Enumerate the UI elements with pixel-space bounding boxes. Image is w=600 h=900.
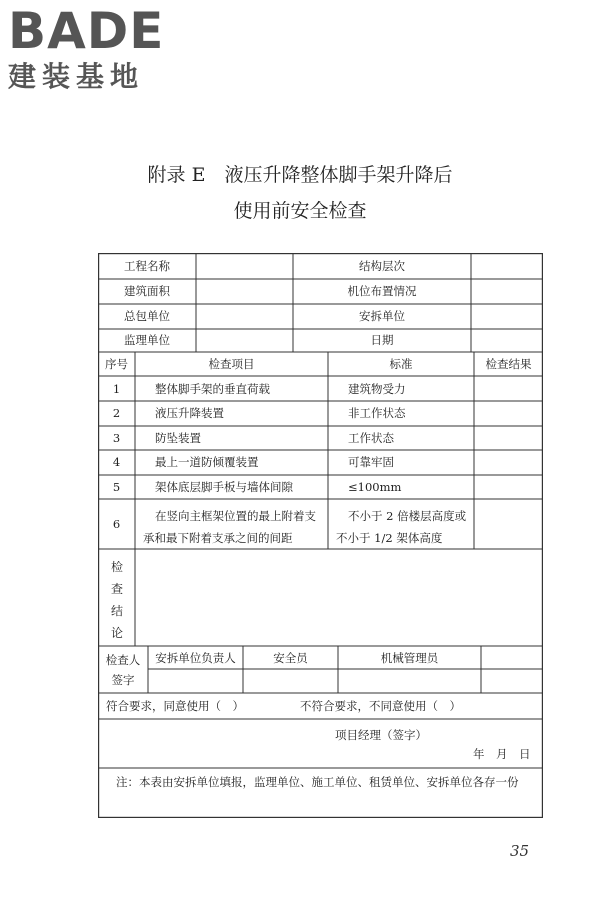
row-no: 6 [112,517,121,531]
approval-disagree: 不符合要求，不同意使用（ ） [300,699,461,713]
row-no: 4 [112,455,121,469]
col-no-header: 序号 [105,357,128,371]
page-subtitle: 使用前安全检查 [233,200,367,222]
logo-subtitle: 建装基地 [8,60,145,93]
footnote: 注：本表由安拆单位填报，监理单位、施工单位、租赁单位、安拆单位各存一份 [116,775,519,789]
label-structure-level: 结构层次 [359,259,405,273]
label-date: 日期 [370,333,394,347]
role-safety-officer: 安全员 [273,651,308,665]
row-item: 架体底层脚手板与墙体间隙 [155,480,293,494]
row-standard: 可靠牢固 [348,455,394,469]
col-result-header: 检查结果 [485,357,532,371]
row-no: 2 [112,406,121,420]
inspector-label: 检查人签字 [105,653,141,687]
page-title: 附录 E 液压升降整体脚手架升降后 [147,164,453,186]
row-item: 液压升降装置 [155,406,224,420]
page-number: 35 [510,842,530,860]
row-no: 1 [112,382,121,396]
row-item: 防坠装置 [155,431,201,445]
row-standard: ≤100mm [348,480,402,494]
label-supervisor: 监理单位 [124,333,170,347]
col-standard-header: 标准 [389,357,413,371]
label-machine-layout: 机位布置情况 [347,284,417,298]
row-standard: 非工作状态 [348,406,406,420]
manager-signature-label: 项目经理（签字） [335,728,427,742]
role-installer-lead: 安拆单位负责人 [155,651,236,665]
row-item: 在竖向主框架位置的最上附着支承和最下附着支承之间的间距 [143,509,316,545]
role-machine-manager: 机械管理员 [380,651,439,665]
manager-date: 年 月 日 [473,747,531,761]
inspection-form [98,253,543,818]
label-project-name: 工程名称 [124,259,170,273]
logo-brand: BADE [8,2,165,60]
logo [8,4,164,94]
row-item: 整体脚手架的垂直荷载 [155,382,270,396]
row-item: 最上一道防倾覆装置 [155,455,259,469]
label-installer: 安拆单位 [359,309,405,323]
row-standard: 建筑物受力 [348,382,406,396]
approval-agree: 符合要求，同意使用（ ） [106,699,244,713]
row-standard: 不小于 2 倍楼层高度或不小于 1/2 架体高度 [336,509,467,545]
label-general-contractor: 总包单位 [124,309,170,323]
conclusion-label: 检查结论 [110,560,123,640]
row-standard: 工作状态 [348,431,394,445]
col-item-header: 检查项目 [208,357,255,371]
label-building-area: 建筑面积 [124,284,170,298]
row-no: 3 [112,431,121,445]
row-no: 5 [112,480,121,494]
